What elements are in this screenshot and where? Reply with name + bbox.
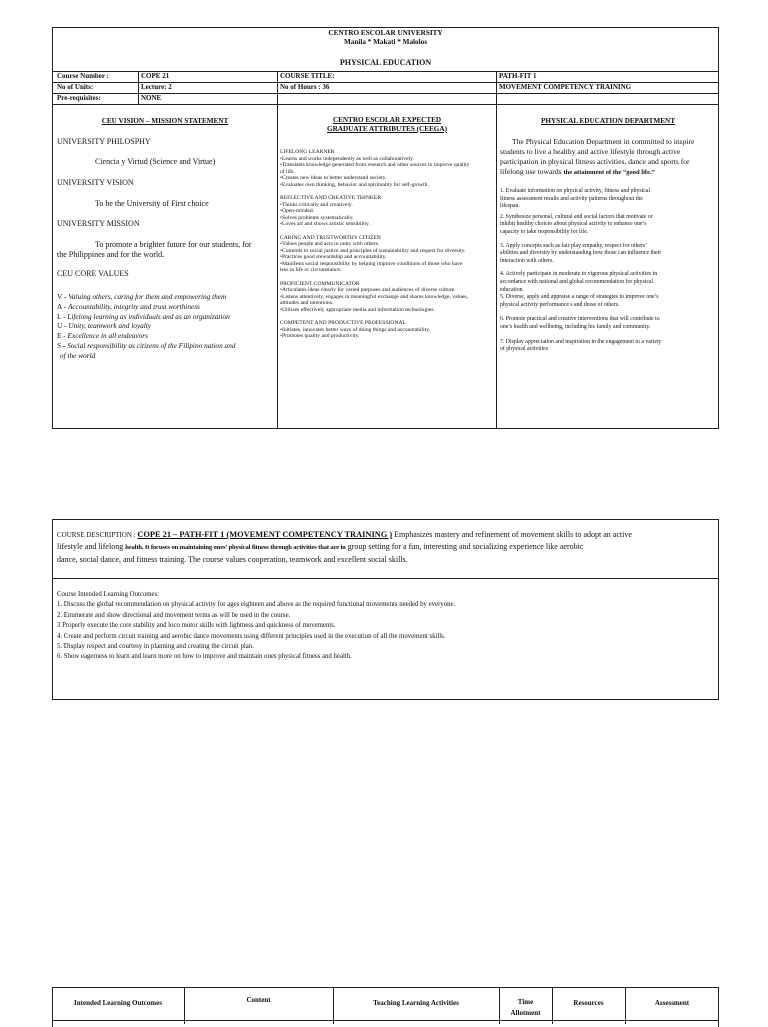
course-title-label: COURSE TITLE: (280, 72, 335, 80)
pe-intro-line: participation in physical fitness activities, dance and sports for (500, 157, 690, 166)
ceega-item: •Creates new ideas to better understand society. (280, 175, 387, 181)
ceega-item: •Open-minded. (280, 208, 315, 214)
vision-text: To be the University of First choice (95, 199, 209, 208)
vision-label: UNIVERSITY VISION (57, 178, 134, 187)
core-value-e: E - Excellence in all endeavors (57, 331, 148, 341)
ceega-item: •Learns and works independently as well as collaboratively. (280, 155, 414, 162)
ceega-group-lifelong (280, 149, 494, 188)
header-content: Content (246, 996, 271, 1004)
units-value: Lecture: 2 (141, 83, 172, 91)
course-description-line3: dance, social dance, and fitness training. The course values cooperation, teamwork and excellent social skills. (57, 555, 408, 564)
ceega-item: •Promotes quality and productivity. (280, 333, 360, 339)
ceega-item: attitudes and intentions. (280, 300, 334, 306)
outcome-item: 6. Show eagerness to learn and learn more on how to improve and maintain ones physical fitness and health. (57, 653, 352, 661)
pe-intro-line: students to live a healthy and active lifestyle through active (500, 147, 681, 156)
hours-value: No of Hours : 36 (280, 83, 330, 91)
learning-plan-table-header (52, 987, 719, 1027)
ceega-group-caring (280, 235, 494, 274)
pe-objective-2: 2. Synthesize personal, cultural and social factors that motivate or inhibit healthy choices about physical activity to enhance one’s capacity to take responsibility for life. (500, 213, 653, 235)
ceega-group-title: COMPETENT AND PRODUCTIVE PROFESSIONAL (280, 320, 406, 326)
pe-objective-7: 7. Display appreciation and inspiration in the engagement to a variety of physical activities (500, 338, 662, 353)
header-intended-learning-outcomes: Intended Learning Outcomes (74, 999, 162, 1007)
header-assessment: Assessment (654, 999, 690, 1007)
ceega-item: •Values people and acts in unity with others. (280, 241, 380, 247)
ceega-item: •Commits to social justice and principles of sustainability and respect for diversity. (280, 247, 466, 254)
ceega-attributes (280, 149, 494, 340)
course-description-line2: lifestyle and lifelong health. It focuses on maintaining ones’ physical fitness through activities that are in group setting for a fun, interesting and socializing experience like aerobic (57, 542, 584, 551)
ceega-group-title: CARING AND TRUSTWORTHY CITIZEN (280, 234, 381, 241)
ceega-item: •Utilizes effectively appropriate media and information technologies. (280, 306, 435, 313)
mission-text-line2: the Philippines and for the world. (57, 250, 165, 259)
department-title: PHYSICAL EDUCATION (339, 58, 432, 67)
outcome-item: 5. Display respect and courtesy in planning and creating the circuit plan. (57, 643, 254, 651)
learning-outcomes-label: Course Intended Learning Outcomes: (57, 591, 160, 598)
ceega-group-reflective (280, 195, 494, 228)
vision-mission-heading: CEU VISION – MISSION STATEMENT (101, 117, 229, 125)
core-value-l: L - Lifelong learning as individuals and as an organization (57, 311, 230, 321)
course-description-label: COURSE DESCRIPTION : (57, 531, 138, 539)
pe-objective-6: 6. Promote practical and creative interventions that will contribute to one’s health and wellbeing, including his family and community. (500, 316, 660, 330)
ceega-item: •Practices good stewardship and accountability. (280, 254, 387, 260)
pe-department-heading: PHYSICAL EDUCATION DEPARTMENT (540, 117, 676, 125)
mission-label: UNIVERSITY MISSION (57, 219, 140, 228)
ceega-item: less in life or circumstance. (280, 267, 342, 273)
pe-objectives (500, 188, 716, 354)
course-description-title: COPE 21 – PATH-FIT 1 (MOVEMENT COMPETENCY TRAINING ) (137, 530, 393, 539)
campus-list: Manila * Makati * Malolos (343, 38, 428, 46)
ceega-item: •Solves problems systematically. (280, 214, 354, 221)
core-value-v: V - Valuing others, caring for them and empowering them (57, 292, 227, 301)
ceega-item: •Thinks critically and creatively. (280, 201, 353, 208)
header-teaching-learning-activities: Teaching Learning Activities (373, 999, 459, 1007)
ceega-heading-line1: CENTRO ESCOLAR EXPECTED (332, 116, 442, 124)
header-resources: Resources (573, 999, 604, 1007)
ceega-heading-line2: GRADUATE ATTRIBUTES (CEEGA) (327, 125, 447, 133)
outcome-item: 3 Properly execute the core stability and loco motor skills with lightness and quickness of movements. (57, 622, 336, 630)
pe-intro-line: The Physical Education Department in committed to inspire (512, 137, 695, 146)
course-name-value: MOVEMENT COMPETENCY TRAINING (499, 83, 632, 91)
course-description (57, 529, 717, 566)
ceega-heading (278, 116, 496, 134)
mission-text-line1: To promote a brighter future for our students, for (95, 240, 252, 249)
ceega-group-title: REFLECTIVE AND CREATIVE THINKER (280, 195, 382, 201)
core-value-a: A - Accountability, integrity and trust worthiness (57, 301, 200, 311)
pe-objective-4: 4. Actively participate in moderate to vigorous physical activities in accordance with national and global recommendation for physical education. (500, 271, 658, 293)
ceega-group-title: PROFICIENT COMMUNICATOR (280, 280, 360, 287)
header-time-allotment: Time Allotment (510, 998, 541, 1017)
core-value-s: S - Social responsibility as citizens of the Filipino nation and (57, 340, 236, 350)
prereq-value: NONE (141, 94, 162, 102)
units-label: No of Units: (57, 83, 94, 91)
pe-objective-3: 3. Apply concepts such as fair play empathy, respect for others’ abilities and diversity by understanding how those can influence their interaction with others. (500, 242, 662, 264)
ceega-item: •Evaluates own thinking, behavior and spirituality for self-growth. (280, 181, 429, 188)
ceega-item: •Manifests social responsibility by helping improve conditions of those who have (280, 260, 463, 267)
core-values-list (57, 292, 275, 361)
course-number-label: Course Number : (57, 72, 109, 80)
pe-objective-1: 1. Evaluate information on physical activity, fitness and physical fitness assessment results and activity patterns throughout the lifespan. (500, 188, 650, 210)
course-number-value: COPE 21 (141, 72, 170, 80)
ceega-item: •Translates knowledge generated from research and other sources to improve quality (280, 162, 470, 168)
ceega-item: •Articulates ideas clearly for varied purposes and audiences of diverse culture. (280, 287, 456, 293)
pe-department-intro (500, 137, 716, 178)
core-values-label: CEU CORE VALUES (57, 269, 129, 278)
outcome-item: 1. Discuss the global recommendation on physical activity for ages eighteen and above as the required functional movements needed by everyone. (57, 601, 456, 609)
core-value-s-continued: of the world (60, 350, 96, 360)
pe-objective-5: 5. Diverse, apply and appraise a range of strategies to improve one’s physical activity performance s and those of others. (500, 294, 659, 308)
outcome-item: 2. Enumerate and show directional and movement terms as will be used in the course. (57, 611, 291, 619)
philosophy-label: UNIVERSITY PHILOSPHY (57, 137, 151, 146)
prereq-label: Pre-requisites: (57, 94, 101, 102)
ceega-item: of life. (280, 168, 295, 175)
outcome-item: 4. Create and perform circuit training and aerobic dance movements using different principles used in the execution of all the movement skills. (57, 632, 446, 640)
learning-outcomes (57, 590, 717, 663)
ceega-item: •Listens attentively, engages in meaningful exchange and shares knowledge, values, (280, 293, 468, 300)
ceega-item: •Initiates, innovates better ways of doing things and accountability. (280, 326, 431, 333)
ceega-group-communicator (280, 281, 494, 314)
course-description-line1: COURSE DESCRIPTION : COPE 21 – PATH-FIT 1 (MOVEMENT COMPETENCY TRAINING ) Emphasizes mastery and refinement of movement skills to adopt an active (57, 530, 632, 539)
ceega-item: •Loves art and shows artistic sensibility. (280, 221, 370, 227)
course-code-value: PATH-FIT 1 (499, 72, 537, 80)
philosophy-text: Ciencia y Virtud (Science and Virtue) (95, 157, 216, 166)
ceega-group-title: LIFELONG LEARNER (280, 149, 335, 155)
university-name: CENTRO ESCOLAR UNIVERSITY (328, 29, 443, 37)
pe-intro-line: lifelong use towards the attainment of the “good life.” (500, 167, 655, 176)
core-value-u: U - Unity, teamwork and loyalty (57, 321, 152, 331)
ceega-group-professional (280, 320, 494, 340)
